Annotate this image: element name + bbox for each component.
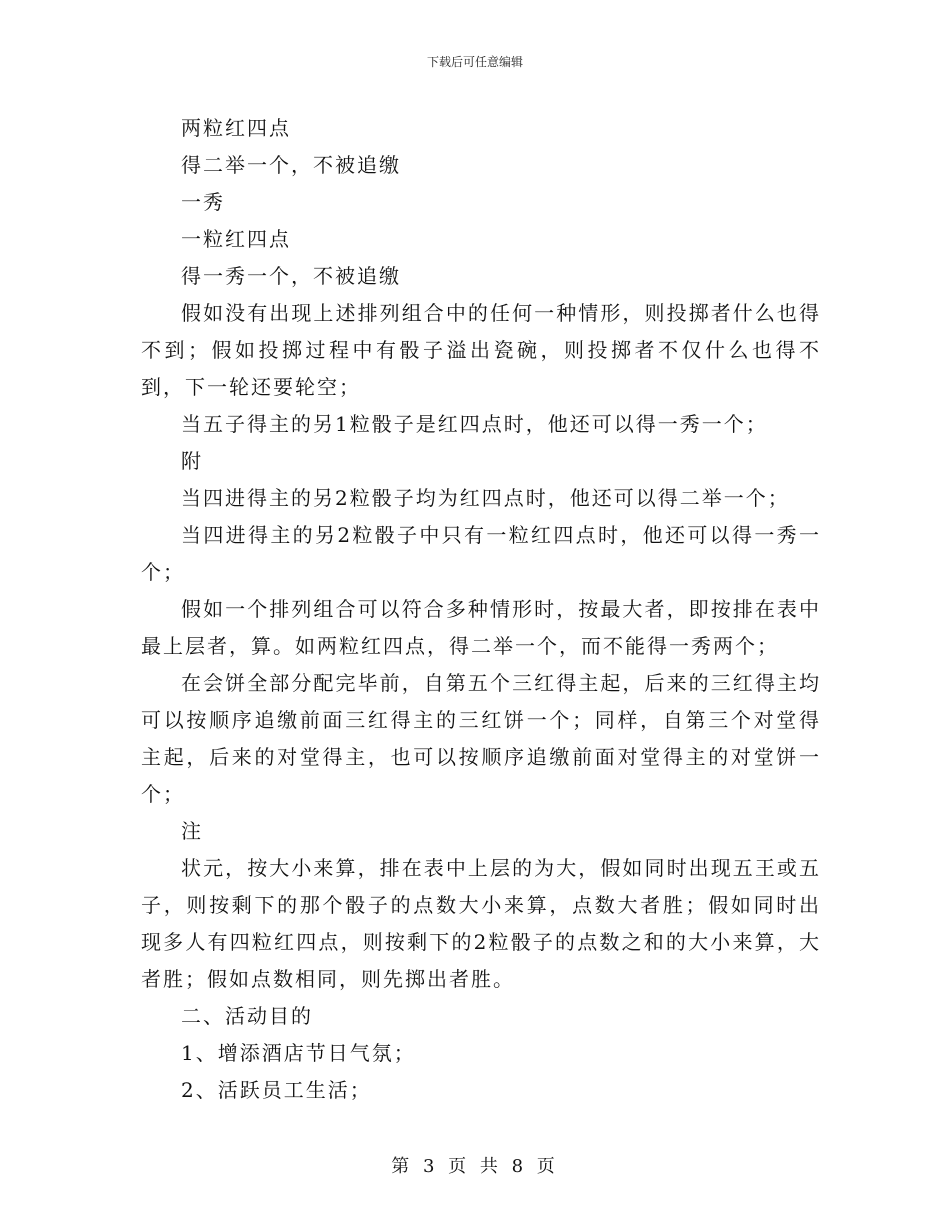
paragraph: 当五子得主的另1粒骰子是红四点时，他还可以得一秀一个； bbox=[181, 412, 768, 436]
paragraph: 一秀 bbox=[181, 190, 225, 214]
paragraph: 假如一个排列组合可以符合多种情形时，按最大者，即按排在表中最上层者，算。如两粒红四点，得二举一个，而不能得一秀两个； bbox=[141, 597, 821, 658]
page-header: 下载后可任意编辑 bbox=[426, 55, 523, 69]
paragraph: 一粒红四点 bbox=[181, 227, 291, 251]
document-body bbox=[141, 110, 821, 1109]
paragraph: 当四进得主的另2粒骰子中只有一粒红四点时，他还可以得一秀一个； bbox=[141, 523, 821, 584]
paragraph: 在会饼全部分配完毕前，自第五个三红得主起，后来的三红得主均可以按顺序追缴前面三红得主的三红饼一个；同样，自第三个对堂得主起，后来的对堂得主，也可以按顺序追缴前面对堂得主的对堂饼一个； bbox=[141, 671, 821, 806]
paragraph: 两粒红四点 bbox=[181, 116, 291, 140]
paragraph: 得一秀一个，不被追缴 bbox=[181, 264, 401, 288]
list-item: 1、增添酒店节日气氛； bbox=[181, 1041, 416, 1065]
paragraph: 状元，按大小来算，排在表中上层的为大，假如同时出现五王或五子，则按剩下的那个骰子的点数大小来算，点数大者胜；假如同时出现多人有四粒红四点，则按剩下的2粒骰子的点数之和的大小来算，大者胜；假如点数相同，则先掷出者胜。 bbox=[141, 856, 821, 991]
paragraph: 得二举一个，不被追缴 bbox=[181, 153, 401, 177]
paragraph: 假如没有出现上述排列组合中的任何一种情形，则投掷者什么也得不到；假如投掷过程中有骰子溢出瓷碗，则投掷者不仅什么也得不到，下一轮还要轮空； bbox=[141, 301, 821, 399]
paragraph: 注 bbox=[181, 819, 203, 843]
list-item: 2、活跃员工生活； bbox=[181, 1078, 372, 1102]
section-heading: 二、活动目的 bbox=[181, 1004, 313, 1028]
page-number: 第 3 页 共 8 页 bbox=[391, 1156, 559, 1177]
paragraph: 当四进得主的另2粒骰子均为红四点时，他还可以得二举一个； bbox=[181, 486, 790, 510]
paragraph: 附 bbox=[181, 449, 203, 473]
